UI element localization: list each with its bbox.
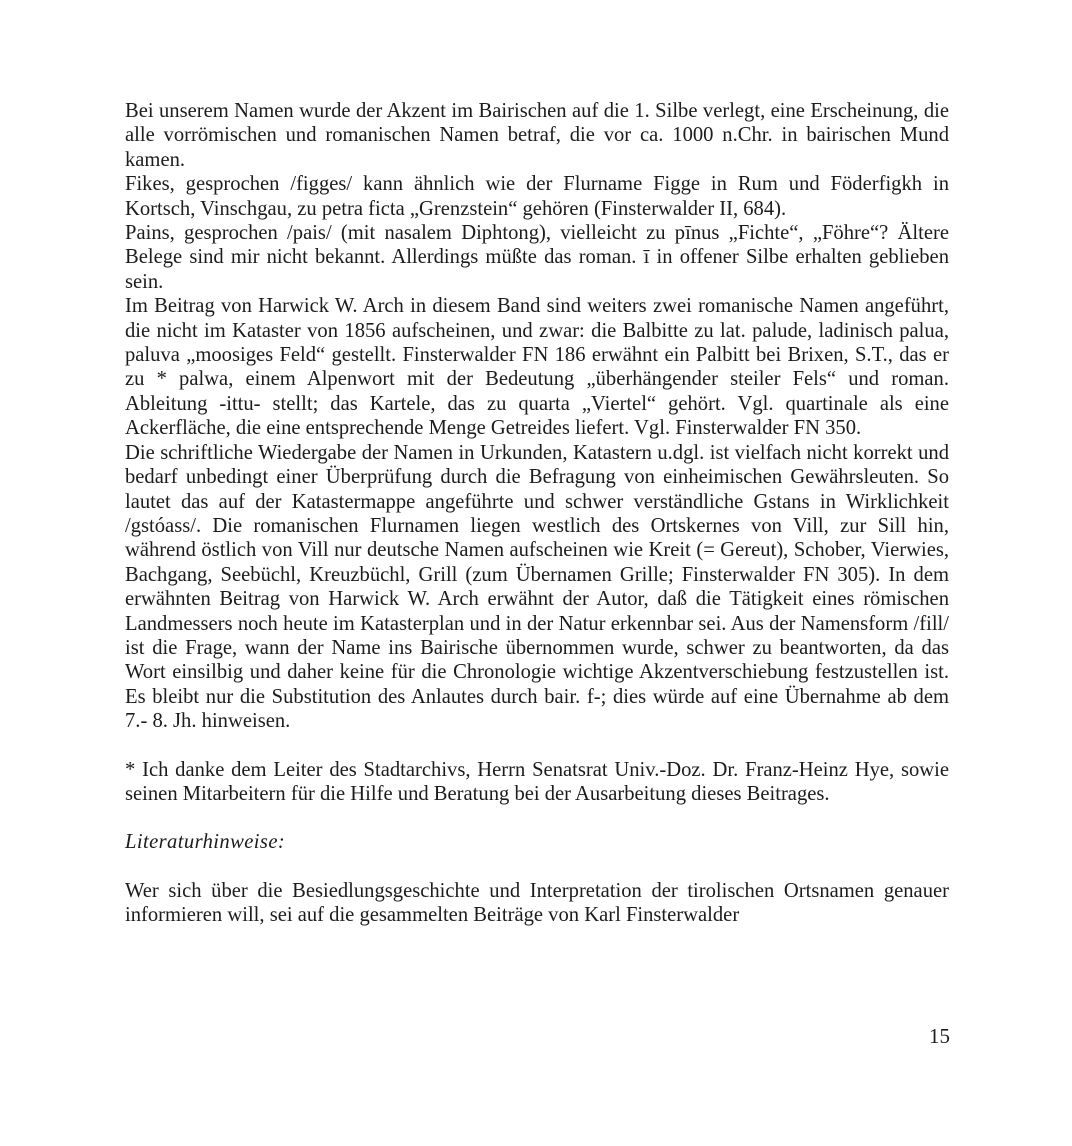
paragraph-fikes: Fikes, gesprochen /figges/ kann ähnlich wie der Flurname Figge in Rum und Föderfigkh in Kortsch, Vinschgau, zu petra ficta „Grenzstein“ gehören (Finsterwalder II, 684). — [125, 173, 949, 220]
paragraph-literature-intro: Wer sich über die Besiedlungsgeschichte und Interpretation der tirolischen Ortsnamen genauer informieren will, sei auf die gesammelten Beiträge von Karl Finsterwalder — [125, 879, 949, 927]
section-heading-literature: Literaturhinweise: — [125, 831, 286, 854]
page-body — [125, 99, 949, 928]
spacer — [125, 734, 949, 758]
footnote: * Ich danke dem Leiter des Stadtarchivs, Herrn Senatsrat Univ.-Doz. Dr. Franz-Heinz Hye, sowie seinen Mitarbeitern für die Hilfe und Beratung bei der Ausarbeitung dieses Beitrages. — [125, 758, 949, 805]
paragraph-harwick-arch: Im Beitrag von Harwick W. Arch in diesem Band sind weiters zwei romanische Namen angeführt, die nicht im Kataster von 1856 aufscheinen, und zwar: die Balbitte zu lat. palude, ladinisch palua, paluva „moosiges Feld“ gestellt. Finsterwalder FN 186 erwähnt ein Palbitt bei Brixen, S.T., das er zu * palwa, einem Alpenwort mit der Bedeutung „überhängender steiler Fels“ und roman. Ableitung -ittu- stellt; das Kartele, das zu quarta „Viertel“ gehört. Vgl. quartinale als eine Ackerfläche, die eine entsprechende Menge Getreides liefert. Vgl. Finsterwalder FN 350. — [125, 295, 949, 440]
spacer — [125, 855, 949, 879]
paragraph-accent-shift: Bei unserem Namen wurde der Akzent im Bairischen auf die 1. Silbe verlegt, eine Erscheinung, die alle vorrömischen und romanischen Namen betraf, die vor ca. 1000 n.Chr. in bairischen Mund kamen. — [125, 100, 949, 171]
paragraph-written-records: Die schriftliche Wiedergabe der Namen in Urkunden, Katastern u.dgl. ist vielfach nicht korrekt und bedarf unbedingt einer Überprüfung durch die Befragung von einheimischen Gewährsleuten. So lautet das auf der Katastermappe angeführte und schwer verständliche Gstans in Wirklichkeit /gstóass/. Die romanischen Flurnamen liegen westlich des Ortskernes von Vill, zur Sill hin, während östlich von Vill nur deutsche Namen aufscheinen wie Kreit (= Gereut), Schober, Vierwies, Bachgang, Seebüchl, Kreuzbüchl, Grill (zum Übernamen Grille; Finsterwalder FN 305). In dem erwähnten Beitrag von Harwick W. Arch erwähnt der Autor, daß die Tätigkeit eines römischen Landmessers noch heute im Katasterplan und in der Natur erkennbar sei. Aus der Namensform /fill/ ist die Frage, wann der Name ins Bairische übernommen wurde, schwer zu beantworten, da das Wort einsilbig und daher keine für die Chronologie wichtige Akzentverschiebung festzustellen ist. Es bleibt nur die Substitution des Anlautes durch bair. f-; dies würde auf eine Übernahme ab dem 7.- 8. Jh. hinweisen. — [125, 441, 949, 733]
paragraph-pains: Pains, gesprochen /pais/ (mit nasalem Diphtong), vielleicht zu pīnus „Fichte“, „Föhre“? Ältere Belege sind mir nicht bekannt. Allerdings müßte das roman. ī in offener Silbe erhalten geblieben sein. — [125, 222, 949, 293]
page-number: 15 — [929, 1024, 950, 1048]
spacer — [125, 806, 949, 830]
